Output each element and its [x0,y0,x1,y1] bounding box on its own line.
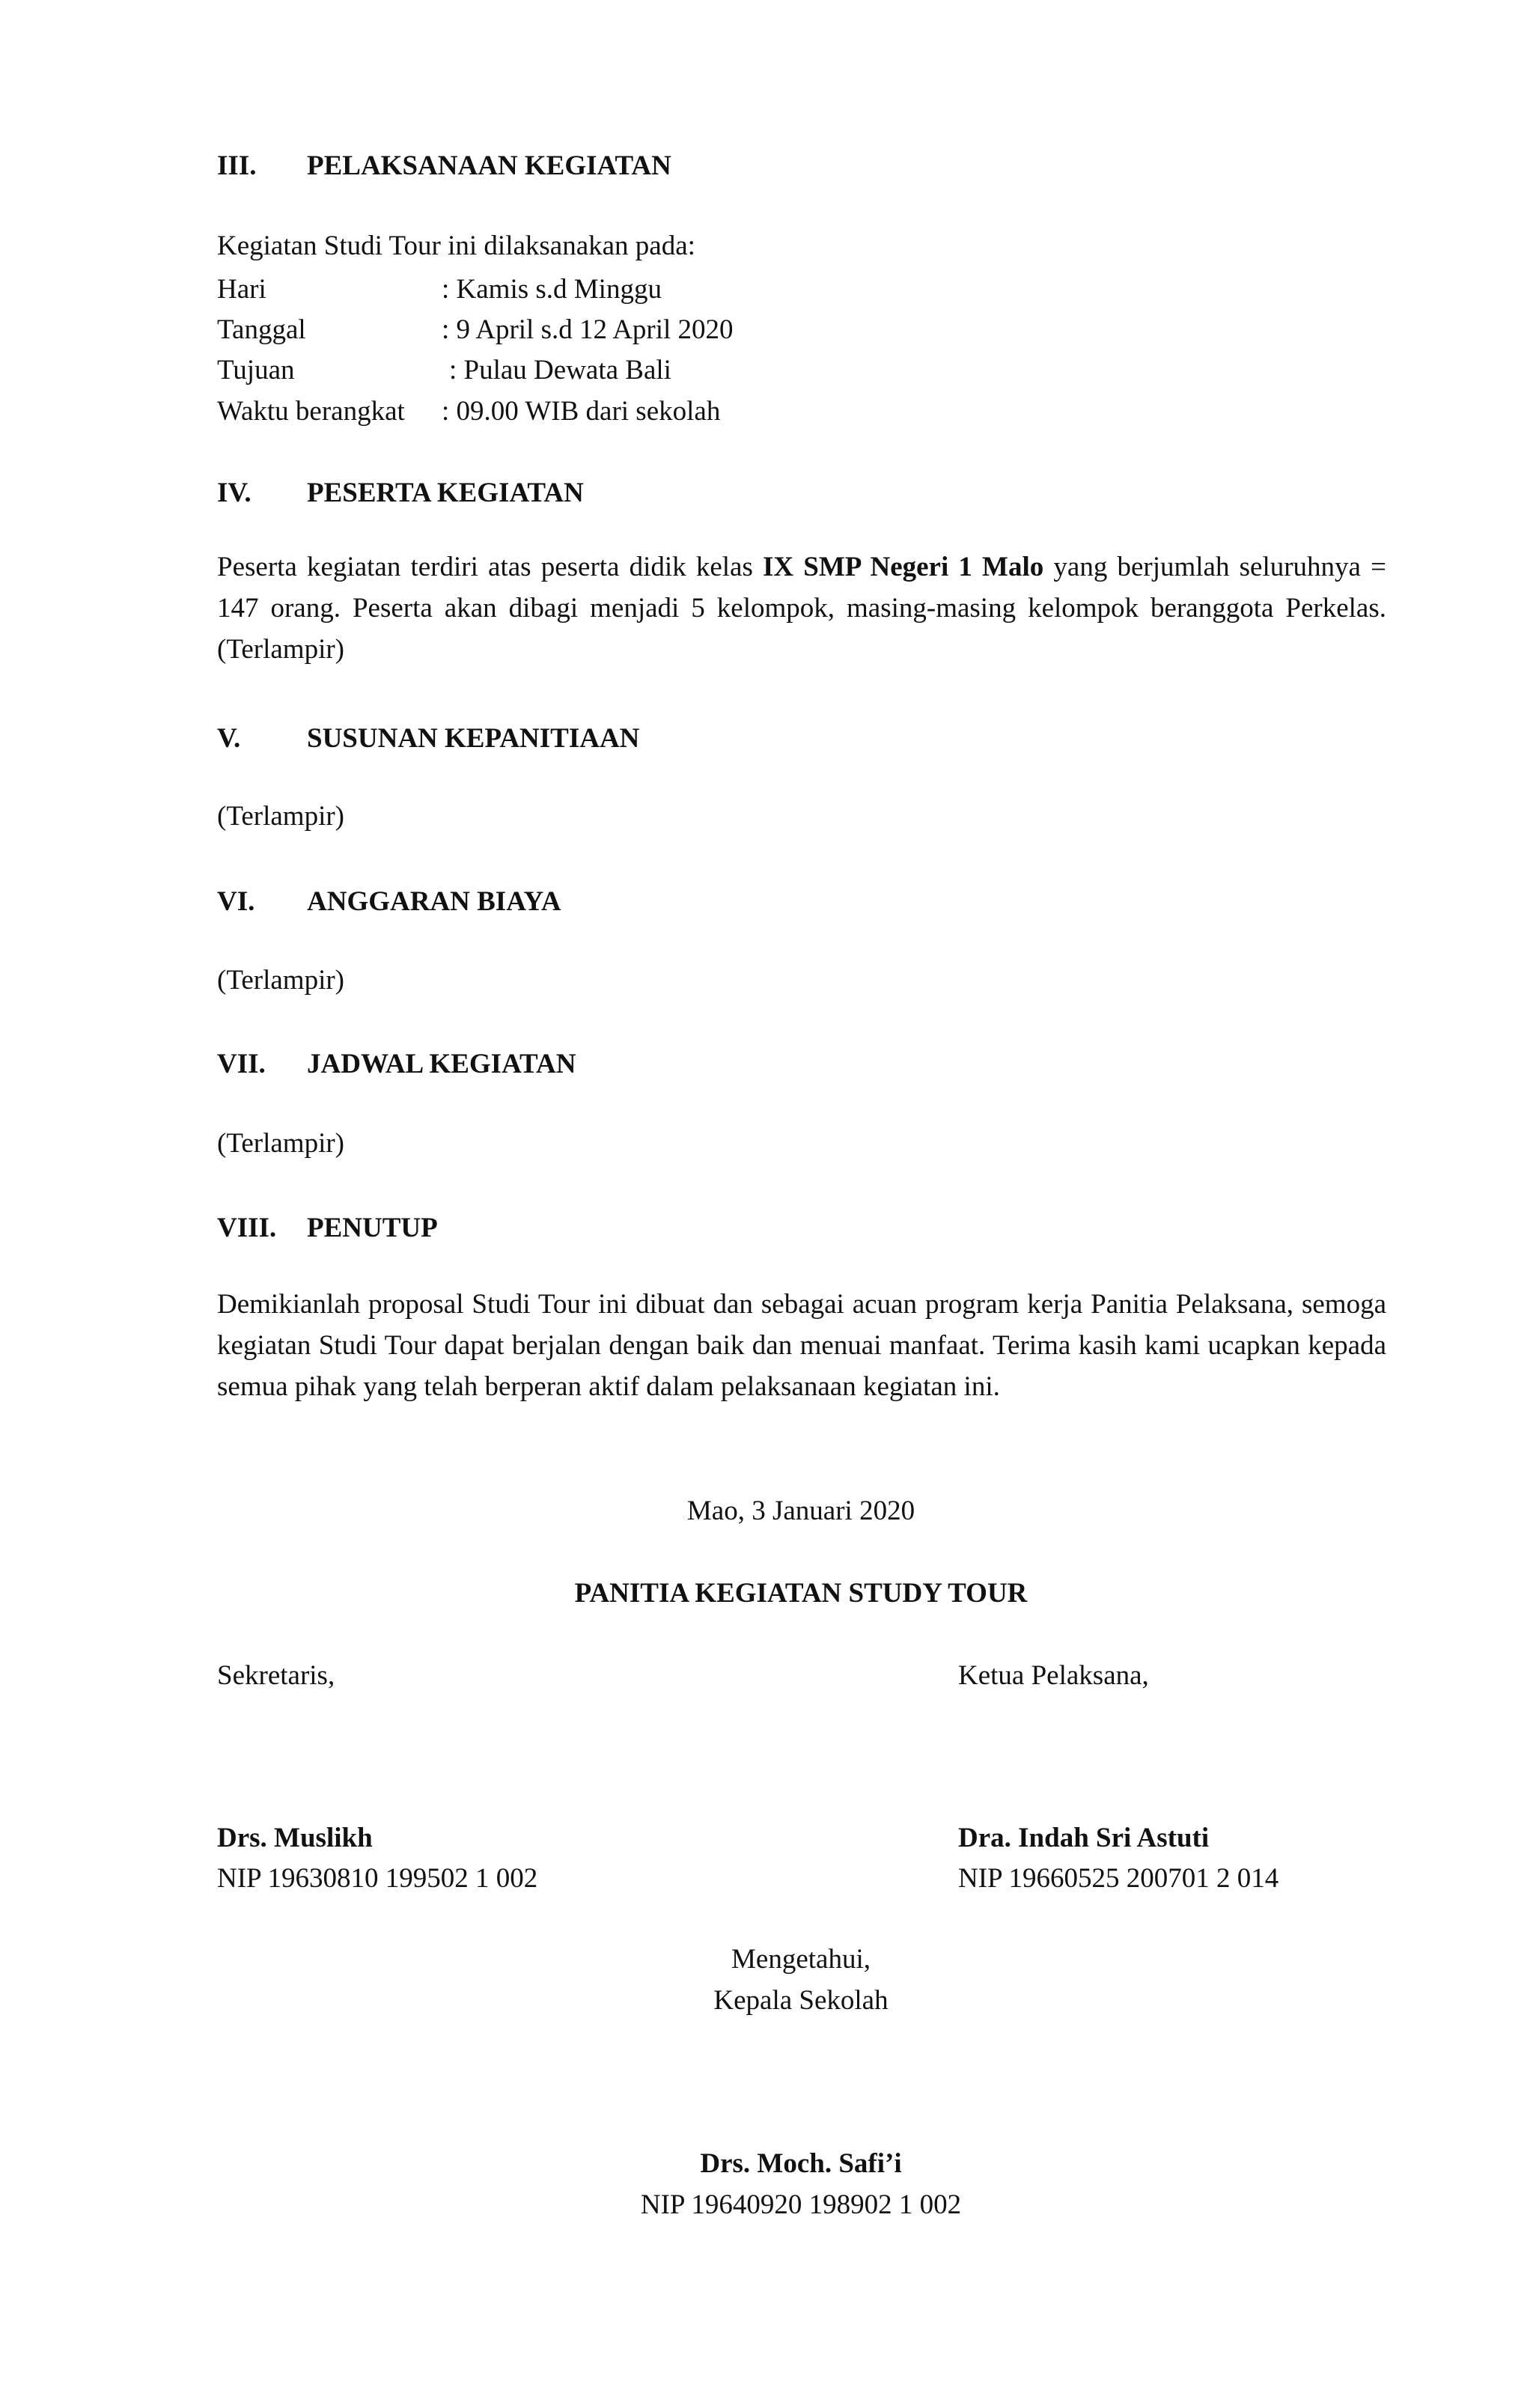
pelaksanaan-intro: Kegiatan Studi Tour ini dilaksanakan pada: [217,231,695,261]
susunan-attachment-note: (Terlampir) [217,801,344,832]
penutup-paragraph: Demikianlah proposal Studi Tour ini dibuat dan sebagai acuan program kerja Panitia Pelaksana, semoga kegiatan Studi Tour dapat berjalan dengan baik dan menuai manfaat. Terima kasih kami ucapkan kepada semua pihak yang telah berperan aktif dalam pelaksanaan kegiatan ini. [217,1289,1386,1402]
secretary-nip: NIP 19630810 199502 1 002 [217,1863,538,1894]
peserta-paragraph [217,546,1386,670]
section-title: SUSUNAN KEPANITIAAN [307,723,640,754]
section-number: V. [217,723,241,754]
chairperson-role: Ketua Pelaksana, [958,1660,1149,1691]
section-heading-peserta [217,477,1340,507]
section-number: III. [217,150,257,181]
detail-value: : 9 April s.d 12 April 2020 [442,314,734,345]
principal-role: Kepala Sekolah [713,1985,889,2016]
section-number: VI. [217,886,255,917]
section-title: PESERTA KEGIATAN [307,478,584,508]
secretary-role: Sekretaris, [217,1660,335,1691]
detail-row-tujuan [217,354,1340,384]
section-heading-jadwal [217,1048,1340,1078]
section-number: IV. [217,478,252,508]
section-title: PELAKSANAAN KEGIATAN [307,150,671,181]
section-heading-pelaksanaan [217,150,1340,180]
detail-label: Hari [217,274,266,305]
detail-row-waktu [217,395,1340,425]
principal-name: Drs. Moch. Safi’i [700,2148,902,2179]
detail-label: Tujuan [217,355,295,385]
detail-value: : Kamis s.d Minggu [442,274,662,305]
chairperson-name: Dra. Indah Sri Astuti [958,1823,1210,1853]
detail-label: Tanggal [217,314,306,345]
detail-row-tanggal [217,314,1340,344]
peserta-text-before: Peserta kegiatan terdiri atas peserta didik kelas [217,552,763,582]
peserta-class-name: IX SMP Negeri 1 Malo [763,552,1044,582]
chairperson-nip: NIP 19660525 200701 2 014 [958,1863,1279,1894]
section-number: VII. [217,1049,266,1079]
detail-row-hari [217,273,1340,303]
section-heading-penutup [217,1212,1340,1242]
anggaran-attachment-note: (Terlampir) [217,965,344,996]
detail-value: : Pulau Dewata Bali [449,355,671,385]
section-title: JADWAL KEGIATAN [307,1049,576,1079]
place-date: Mao, 3 Januari 2020 [686,1496,915,1526]
acknowledged-label: Mengetahui, [731,1944,871,1975]
detail-label: Waktu berangkat [217,396,405,427]
detail-value: : 09.00 WIB dari sekolah [442,396,721,427]
principal-nip: NIP 19640920 198902 1 002 [640,2189,962,2220]
section-heading-susunan [217,722,1340,752]
section-number: VIII. [217,1213,277,1243]
jadwal-attachment-note: (Terlampir) [217,1128,344,1159]
committee-title: PANITIA KEGIATAN STUDY TOUR [574,1578,1028,1609]
section-heading-anggaran [217,886,1340,915]
secretary-name: Drs. Muslikh [217,1823,373,1853]
section-title: ANGGARAN BIAYA [307,886,561,917]
peserta-text-after: yang berjumlah seluruhnya = 147 orang. Peserta akan dibagi menjadi 5 kelompok, masing-masing kelompok beranggota Perkelas. (Terlampir) [217,552,1386,665]
section-title: PENUTUP [307,1213,438,1243]
